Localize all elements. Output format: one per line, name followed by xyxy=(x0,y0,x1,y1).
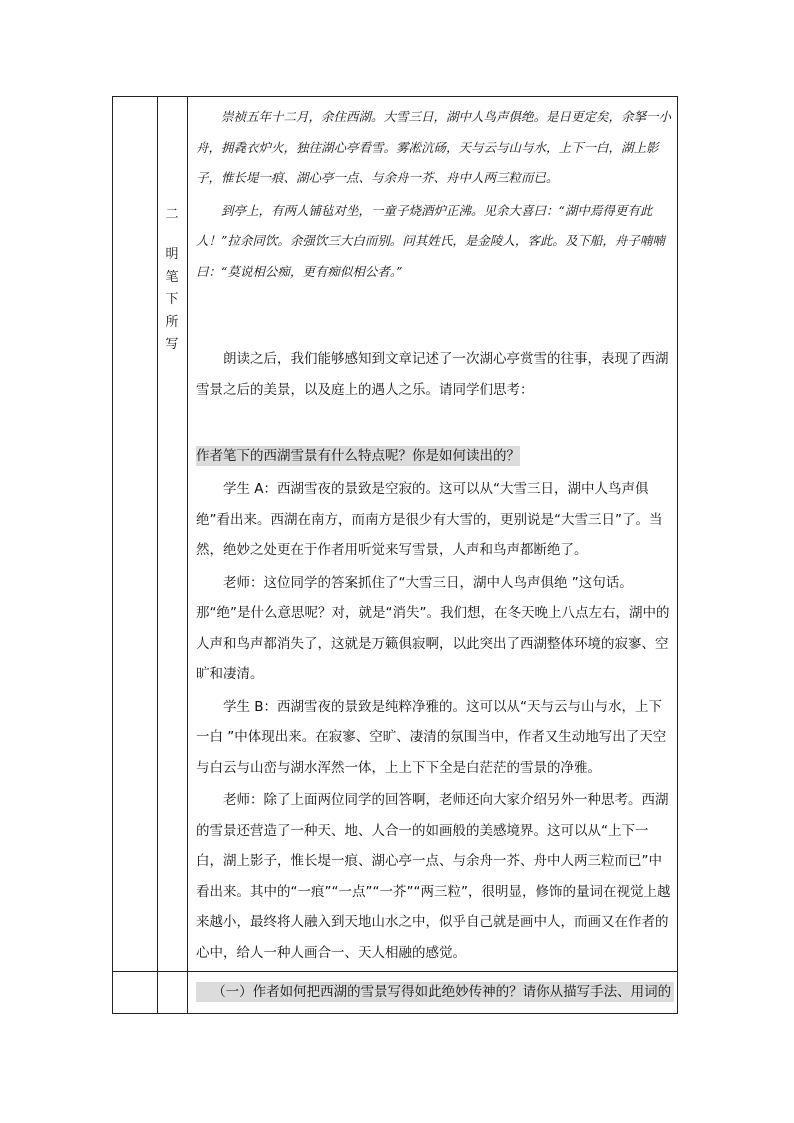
table-divider-1 xyxy=(157,96,158,1014)
section-title-char: 所 xyxy=(165,314,179,330)
table-row-divider xyxy=(112,971,678,972)
table-border-bottom xyxy=(112,1013,678,1014)
classical-paragraph-2: 到亭上，有两人铺毡对坐，一童子烧酒炉正沸。见余大喜曰：“湖中焉得更有此人！”拉余同饮。余强饮三大白而别。问其姓氏，是金陵人，客此。及下船，舟子喃喃曰：“莫说相公痴，更有痴似相公者。” xyxy=(196,202,665,279)
answer-student-b: 学生 B：西湖雪夜的景致是纯粹净雅的。这可以从“天与云与山与水，上下一白 ”中体现出来。在寂寥、空旷、凄清的氛围当中，作者又生动地写出了天空与白云与山峦与湖水浑然一体，上上下下全是白茫茫的雪景的净雅。 xyxy=(196,698,667,776)
table-border-top xyxy=(112,96,678,97)
answer-student-a: 学生 A：西湖雪夜的景致是空寂的。这可以从“大雪三日，湖中人鸟声俱绝”看出来。西湖在南方，而南方是很少有大雪的，更别说是“大雪三日”了。当然，绝妙之处更在于作者用听觉来写雪景，人声和鸟声都断绝了。 xyxy=(196,481,663,558)
discussion-question: 作者笔下的西湖雪景有什么特点呢？你是如何读出的？ xyxy=(196,448,520,464)
next-question-text: （一）作者如何把西湖的雪景写得如此绝妙传神的？请你从描写手法、用词的 xyxy=(212,984,672,1000)
answers-block xyxy=(196,474,674,968)
section-title-char: 笔 xyxy=(165,269,179,285)
intro-paragraph: 朗读之后，我们能够感知到文章记述了一次湖心亭赏雪的往事，表现了西湖雪景之后的美景，以及庭上的遇人之乐。请同学们思考： xyxy=(196,351,669,398)
answer-teacher-1: 老师：这位同学的答案抓住了“大雪三日，湖中人鸟声俱绝 ”这句话。那“绝”是什么意思呢？对，就是“消失”。我们想，在冬天晚上八点左右，湖中的人声和鸟声都消失了，这就是万籁俱寂啊，以此突出了西湖整体环境的寂寥、空旷和凄清。 xyxy=(196,574,670,682)
section-title-char: 下 xyxy=(165,292,179,307)
classical-passage xyxy=(196,102,674,287)
next-question xyxy=(196,982,674,1002)
table-border-left xyxy=(112,96,113,1014)
answer-teacher-2: 老师：除了上面两位同学的回答啊，老师还向大家介绍另外一种思考。西湖的雪景还营造了一种天、地、人合一的如画般的美感境界。这可以从“上下一白，湖上影子，惟长堤一痕、湖心亭一点、与余舟一芥、舟中人两三粒而已”中看出来。其中的“一痕”“一点”“一芥”“两三粒”，很明显，修饰的量词在视觉上越来越小，最终将人融入到天地山水之中，似乎自己就是画中人，而画又在作者的心中，给人一种人画合一、天人相融的感觉。 xyxy=(196,792,671,961)
classical-paragraph-1: 崇祯五年十二月，余住西湖。大雪三日，湖中人鸟声俱绝。是日更定矣，余拏一小舟，拥毳衣炉火，独往湖心亭看雪。雾凇沆砀，天与云与山与水，上下一白，湖上影子，惟长堤一痕、湖心亭一点、与余舟一芥、舟中人两三粒而已。 xyxy=(196,109,672,185)
section-title-char: 明 xyxy=(165,247,179,262)
intro-block xyxy=(196,344,674,405)
section-number: 二 xyxy=(165,207,179,222)
table-divider-2 xyxy=(187,96,188,1014)
section-title-char: 写 xyxy=(165,337,179,352)
table-border-right xyxy=(677,96,678,1014)
section-title xyxy=(157,244,187,357)
